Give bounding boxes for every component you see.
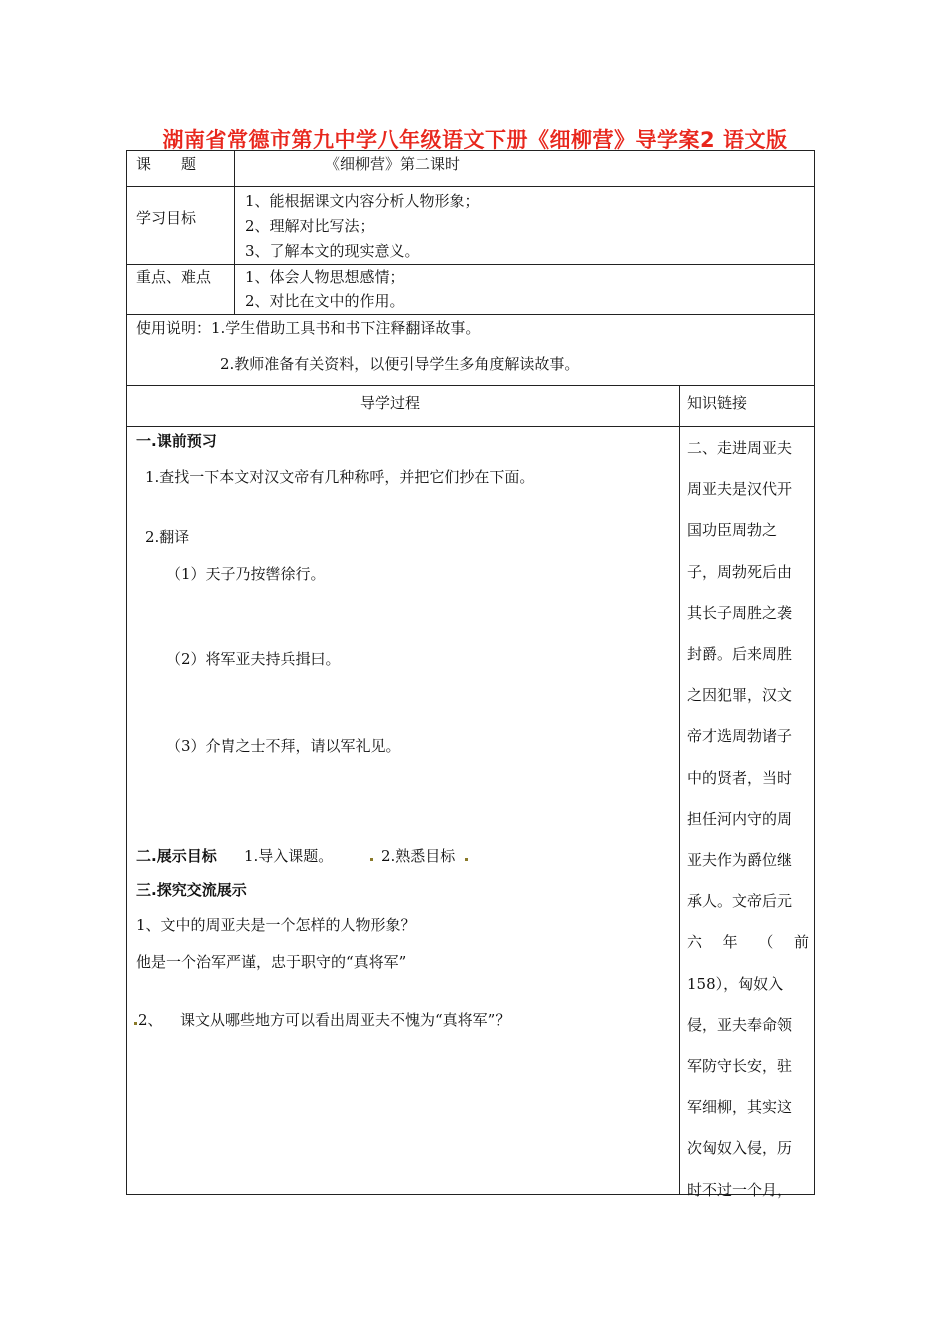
row-divider — [126, 385, 815, 386]
sidebar-line: 子，周勃死后由 — [687, 562, 793, 581]
sidebar-line: 时不过一个月， — [687, 1180, 793, 1199]
row-divider — [126, 314, 815, 315]
sidebar-line: 担任河内守的周 — [687, 809, 793, 828]
sidebar-line: 次匈奴入侵，历 — [687, 1139, 793, 1158]
row-divider — [126, 186, 815, 187]
row-divider — [126, 264, 815, 265]
sidebar-line: 军防守长安，驻 — [687, 1057, 793, 1076]
discussion-answer: 他是一个治军严谨，忠于职守的“真将军” — [136, 953, 407, 971]
goal-item: 2、理解对比写法； — [245, 217, 375, 235]
links-heading: 知识链接 — [687, 394, 748, 412]
goal-step: 1.导入课题。 — [244, 847, 334, 865]
usage-note: 使用说明：1.学生借助工具书和书下注释翻译故事。 — [136, 319, 481, 337]
preview-question: 1.查找一下本文对汉文帝有几种称呼，并把它们抄在下面。 — [145, 468, 535, 486]
sidebar-line: 亚夫作为爵位继 — [687, 851, 793, 870]
sidebar-char: 前 — [793, 933, 809, 952]
sidebar-line: 二、走进周亚夫 — [687, 439, 793, 457]
discussion-number: 2、 — [138, 1011, 163, 1029]
sidebar-line: 侵，亚夫奉命领 — [687, 1015, 793, 1034]
sidebar-line: 封爵。后来周胜 — [687, 645, 793, 664]
usage-note: 2.教师准备有关资料，以便引导学生多角度解读故事。 — [220, 355, 580, 373]
sidebar-char: 六 — [687, 933, 703, 952]
section-goals-title: 二.展示目标 — [136, 847, 217, 865]
section-discussion-title: 三.探究交流展示 — [136, 881, 247, 899]
section-preview-title: 一.课前预习 — [136, 432, 217, 450]
sidebar-char: （ — [758, 933, 774, 952]
document-title: 湖南省常德市第九中学八年级语文下册《细柳营》导学案2 语文版 — [162, 128, 788, 152]
sidebar-line: 承人。文帝后元 — [687, 892, 793, 911]
col-divider — [679, 385, 680, 1195]
knowledge-link-text — [687, 428, 809, 1211]
goal-item: 3、了解本文的现实意义。 — [245, 242, 420, 260]
sidebar-line: 158），匈奴入 — [687, 974, 784, 993]
process-heading: 导学过程 — [360, 394, 421, 412]
col-divider — [234, 150, 235, 314]
goal-step: 2.熟悉目标 — [381, 847, 456, 865]
translation-item: （3）介胄之士不拜，请以军礼见。 — [166, 737, 401, 755]
preview-question: 2.翻译 — [145, 528, 190, 546]
sidebar-char: 年 — [722, 933, 738, 952]
stray-mark — [465, 858, 468, 861]
sidebar-line: 军细柳，其实这 — [687, 1098, 793, 1117]
topic-label: 课 题 — [136, 155, 197, 173]
focus-label: 重点、难点 — [136, 268, 212, 286]
goals-label: 学习目标 — [136, 209, 197, 227]
focus-item: 1、体会人物思想感情； — [245, 268, 405, 286]
translation-item: （1）天子乃按辔徐行。 — [166, 565, 326, 583]
sidebar-line: 帝才选周勃诸子 — [687, 727, 793, 746]
stray-mark — [370, 858, 373, 861]
discussion-question: 1、文中的周亚夫是一个怎样的人物形象？ — [136, 916, 416, 934]
sidebar-line: 中的贤者，当时 — [687, 768, 793, 787]
translation-item: （2）将军亚夫持兵揖曰。 — [166, 650, 341, 668]
sidebar-line: 周亚夫是汉代开 — [687, 480, 793, 499]
stray-mark — [134, 1022, 137, 1025]
sidebar-line: 国功臣周勃之 — [687, 521, 778, 540]
goal-item: 1、能根据课文内容分析人物形象； — [245, 192, 480, 210]
sidebar-line: 其长子周胜之袭 — [687, 603, 793, 622]
topic-value: 《细柳营》第二课时 — [325, 155, 461, 173]
row-divider — [126, 426, 815, 427]
sidebar-line-spaced — [687, 922, 809, 963]
sidebar-line: 之因犯罪，汉文 — [687, 686, 793, 705]
focus-item: 2、对比在文中的作用。 — [245, 292, 405, 310]
discussion-question: 课文从哪些地方可以看出周亚夫不愧为“真将军”？ — [180, 1011, 511, 1029]
